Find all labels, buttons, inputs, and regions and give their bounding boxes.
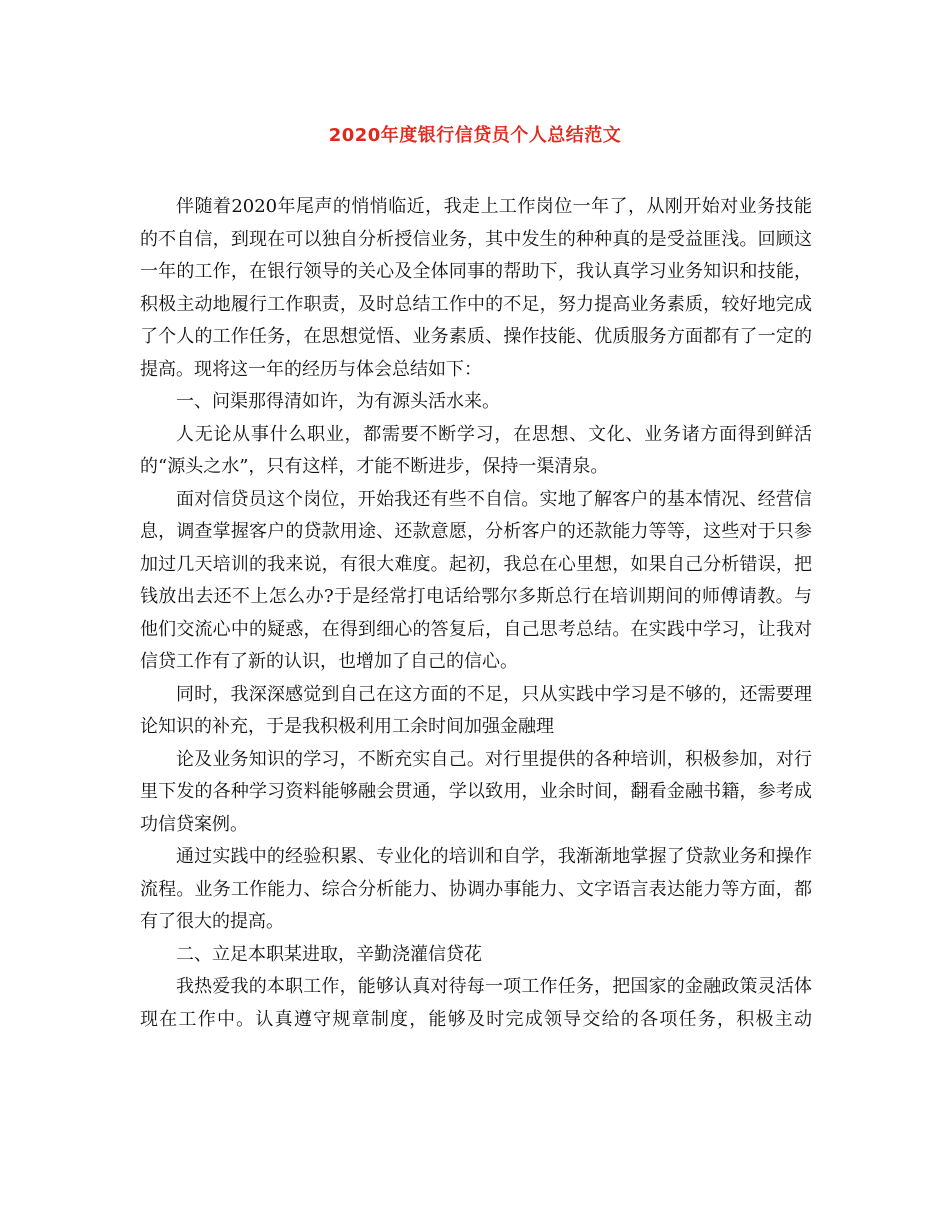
paragraph-confidence: 面对信贷员这个岗位，开始我还有些不自信。实地了解客户的基本情况、经营信息，调查掌握客户的贷款用途、还款意愿，分析客户的还款能力等等，这些对于只参加过几天培训的我来说，有很大难度。起初，我总在心里想，如果自己分析错误，把钱放出去还不上怎么办?于是经常打电话给鄂尔多斯总行在培训期间的师傅请教。与他们交流心中的疑惑，在得到细心的答复后，自己思考总结。在实践中学习，让我对信贷工作有了新的认识，也增加了自己的信心。 (140, 488, 812, 672)
paragraph-progress: 通过实践中的经验积累、专业化的培训和自学，我渐渐地掌握了贷款业务和操作流程。业务工作能力、综合分析能力、协调办事能力、文字语言表达能力等方面，都有了很大的提高。 (140, 846, 812, 932)
document-body (140, 191, 812, 1036)
paragraph-intro: 伴随着2020年尾声的悄悄临近，我走上工作岗位一年了，从刚开始对业务技能的不自信，到现在可以独自分析授信业务，其中发生的种种真的是受益匪浅。回顾这一年的工作，在银行领导的关心及全体同事的帮助下，我认真学习业务知识和技能，积极主动地履行工作职责，及时总结工作中的不足，努力提高业务素质，较好地完成了个人的工作任务，在思想觉悟、业务素质、操作技能、优质服务方面都有了一定的提高。现将这一年的经历与体会总结如下： (140, 196, 812, 380)
paragraph-dedication: 我热爱我的本职工作，能够认真对待每一项工作任务，把国家的金融政策灵活体现在工作中。认真遵守规章制度，能够及时完成领导交给的各项任务，积极主动 (140, 976, 812, 1030)
paragraph-theory: 同时，我深深感觉到自己在这方面的不足，只从实践中学习是不够的，还需要理论知识的补充，于是我积极利用工余时间加强金融理 (140, 683, 812, 737)
paragraph-learning: 人无论从事什么职业，都需要不断学习，在思想、文化、业务诸方面得到鲜活的“源头之水”，只有这样，才能不断进步，保持一渠清泉。 (140, 423, 812, 477)
document-title: 2020年度银行信贷员个人总结范文 (328, 125, 622, 146)
section-heading-1: 一、问渠那得清如许，为有源头活水来。 (176, 391, 500, 412)
section-heading-2: 二、立足本职某进取，辛勤浇灌信贷花 (176, 943, 482, 965)
paragraph-study: 论及业务知识的学习，不断充实自己。对行里提供的各种培训，积极参加，对行里下发的各种学习资料能够融会贯通，学以致用，业余时间，翻看金融书籍，参考成功信贷案例。 (140, 748, 812, 835)
